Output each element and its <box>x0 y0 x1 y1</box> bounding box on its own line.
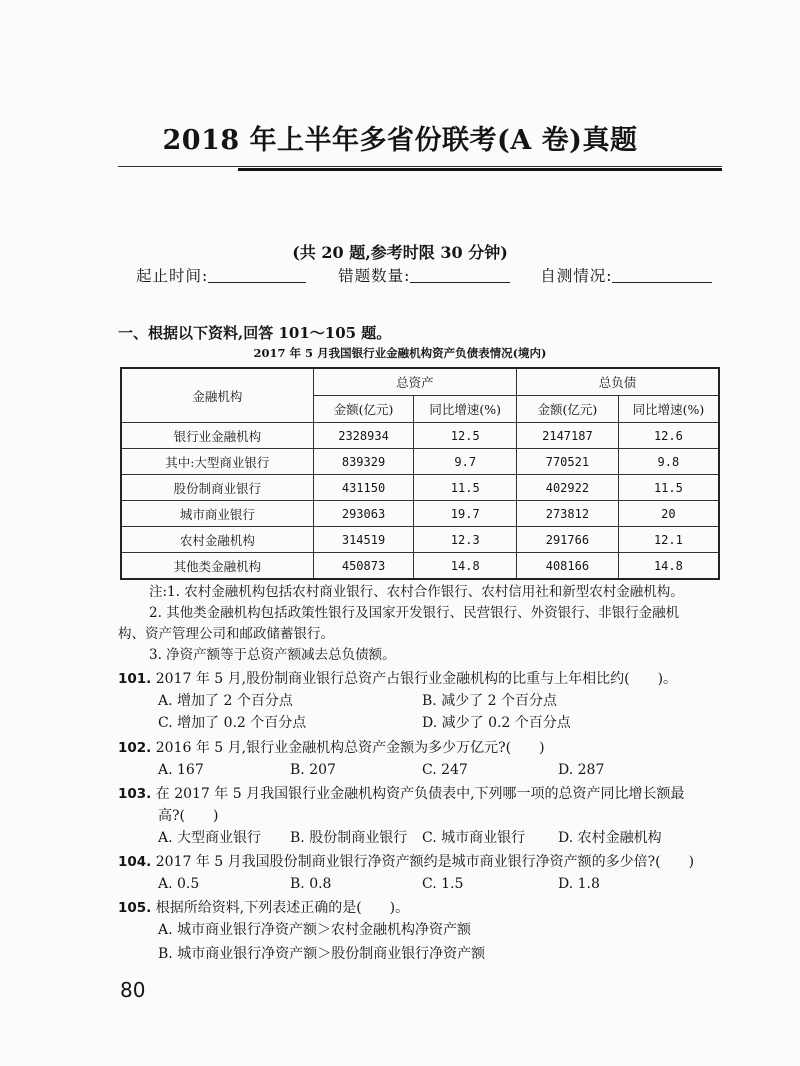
cell-institution: 其中:大型商业银行 <box>121 449 313 475</box>
option-d[interactable]: D. 减少了 0.2 个百分点 <box>422 715 571 731</box>
cell-assets-growth: 9.7 <box>414 449 517 475</box>
question-number: 105. <box>118 900 152 916</box>
option-c[interactable]: C. 城市商业银行 <box>422 830 526 846</box>
start-time-blank[interactable] <box>208 266 306 283</box>
question-text-continued: 高?( ) <box>158 808 219 824</box>
self-test-label: 自测情况: <box>540 267 613 285</box>
option-a[interactable]: A. 0.5 <box>158 876 200 892</box>
option-a[interactable]: A. 大型商业银行 <box>158 830 262 846</box>
note-2-line-1: 2. 其他类金融机构包括政策性银行及国家开发银行、民营银行、外资银行、非银行金融机 <box>149 605 680 621</box>
options-row <box>158 690 733 712</box>
table-row <box>121 423 719 449</box>
question-text: 2017 年 5 月,股份制商业银行总资产占银行业金融机构的比重与上年相比约( )。 <box>155 671 678 687</box>
cell-liabilities: 408166 <box>517 553 619 580</box>
cell-liabilities: 402922 <box>517 475 619 501</box>
cell-assets-growth: 19.7 <box>414 501 517 527</box>
title-rule-thick <box>238 168 722 171</box>
option-b[interactable]: B. 0.8 <box>290 876 332 892</box>
cell-assets: 2328934 <box>313 423 414 449</box>
options-row <box>158 712 733 734</box>
question-105 <box>118 897 733 967</box>
table-notes <box>118 582 728 666</box>
question-103 <box>118 783 733 849</box>
note-3: 3. 净资产额等于总资产额减去总负债额。 <box>149 647 396 663</box>
cell-liabilities-growth: 14.8 <box>618 553 719 580</box>
cell-assets-growth: 11.5 <box>414 475 517 501</box>
cell-liabilities-growth: 20 <box>618 501 719 527</box>
question-text: 2016 年 5 月,银行业金融机构总资产金额为多少万亿元?( ) <box>155 740 545 756</box>
table-row <box>121 475 719 501</box>
table-row <box>121 553 719 580</box>
question-text: 在 2017 年 5 月我国银行业金融机构资产负债表中,下列哪一项的总资产同比增长额最 <box>155 786 685 802</box>
option-c[interactable]: C. 增加了 0.2 个百分点 <box>158 715 307 731</box>
question-101 <box>118 668 733 734</box>
question-number: 104. <box>118 854 152 870</box>
header-assets-growth: 同比增速(%) <box>414 396 517 423</box>
question-102 <box>118 737 733 781</box>
header-liab-growth: 同比增速(%) <box>618 396 719 423</box>
table-row <box>121 501 719 527</box>
cell-assets: 293063 <box>313 501 414 527</box>
header-total-assets: 总资产 <box>313 368 516 396</box>
question-number: 101. <box>118 671 152 687</box>
option-a[interactable]: A. 城市商业银行净资产额＞农村金融机构净资产额 <box>158 922 472 938</box>
table-row <box>121 527 719 553</box>
question-number: 103. <box>118 786 152 802</box>
note-2-line-2: 构、资产管理公司和邮政储蓄银行。 <box>118 626 334 642</box>
section-heading: 一、根据以下资料,回答 101～105 题。 <box>118 324 392 342</box>
header-institution: 金融机构 <box>121 368 313 423</box>
option-b[interactable]: B. 股份制商业银行 <box>290 830 408 846</box>
cell-assets-growth: 12.3 <box>414 527 517 553</box>
page-number: 80 <box>120 978 146 1002</box>
cell-liabilities: 770521 <box>517 449 619 475</box>
cell-liabilities-growth: 12.1 <box>618 527 719 553</box>
option-a[interactable]: A. 增加了 2 个百分点 <box>158 693 293 709</box>
cell-institution: 股份制商业银行 <box>121 475 313 501</box>
cell-institution: 银行业金融机构 <box>121 423 313 449</box>
table-row <box>121 449 719 475</box>
start-time-label: 起止时间: <box>136 267 209 285</box>
balance-sheet-table <box>120 367 720 580</box>
self-test-blank[interactable] <box>612 266 712 283</box>
title-rule-thin <box>118 166 722 167</box>
timing-line <box>136 264 736 286</box>
header-total-liabilities: 总负债 <box>517 368 719 396</box>
option-d[interactable]: D. 1.8 <box>558 876 600 892</box>
note-1: 注:1. 农村金融机构包括农村商业银行、农村合作银行、农村信用社和新型农村金融机构。 <box>149 584 684 600</box>
options-row <box>158 759 733 781</box>
cell-liabilities: 2147187 <box>517 423 619 449</box>
page-title: 2018 年上半年多省份联考(A 卷)真题 <box>162 125 638 156</box>
option-c[interactable]: C. 247 <box>422 762 468 778</box>
header-assets-amount: 金额(亿元) <box>313 396 414 423</box>
header-liab-amount: 金额(亿元) <box>517 396 619 423</box>
error-count-blank[interactable] <box>410 266 510 283</box>
option-d[interactable]: D. 287 <box>558 762 605 778</box>
question-text: 根据所给资料,下列表述正确的是( )。 <box>155 900 410 916</box>
cell-institution: 农村金融机构 <box>121 527 313 553</box>
cell-liabilities-growth: 9.8 <box>618 449 719 475</box>
cell-liabilities: 273812 <box>517 501 619 527</box>
question-text: 2017 年 5 月我国股份制商业银行净资产额约是城市商业银行净资产额的多少倍?( ) <box>155 854 695 870</box>
option-b[interactable]: B. 城市商业银行净资产额＞股份制商业银行净资产额 <box>158 946 486 962</box>
cell-assets: 431150 <box>313 475 414 501</box>
option-b[interactable]: B. 207 <box>290 762 336 778</box>
cell-assets: 314519 <box>313 527 414 553</box>
cell-assets-growth: 14.8 <box>414 553 517 580</box>
option-b[interactable]: B. 减少了 2 个百分点 <box>422 693 557 709</box>
cell-liabilities-growth: 12.6 <box>618 423 719 449</box>
options-row <box>158 873 733 895</box>
cell-institution: 其他类金融机构 <box>121 553 313 580</box>
option-a[interactable]: A. 167 <box>158 762 204 778</box>
cell-assets: 839329 <box>313 449 414 475</box>
cell-assets-growth: 12.5 <box>414 423 517 449</box>
cell-liabilities: 291766 <box>517 527 619 553</box>
question-number: 102. <box>118 740 152 756</box>
option-d[interactable]: D. 农村金融机构 <box>558 830 662 846</box>
cell-liabilities-growth: 11.5 <box>618 475 719 501</box>
question-104 <box>118 851 733 895</box>
error-count-label: 错题数量: <box>338 267 411 285</box>
exam-subtitle: (共 20 题,参考时限 30 分钟) <box>292 243 508 262</box>
options-row <box>158 827 733 849</box>
cell-assets: 450873 <box>313 553 414 580</box>
table-caption: 2017 年 5 月我国银行业金融机构资产负债表情况(境内) <box>253 346 547 360</box>
cell-institution: 城市商业银行 <box>121 501 313 527</box>
option-c[interactable]: C. 1.5 <box>422 876 464 892</box>
